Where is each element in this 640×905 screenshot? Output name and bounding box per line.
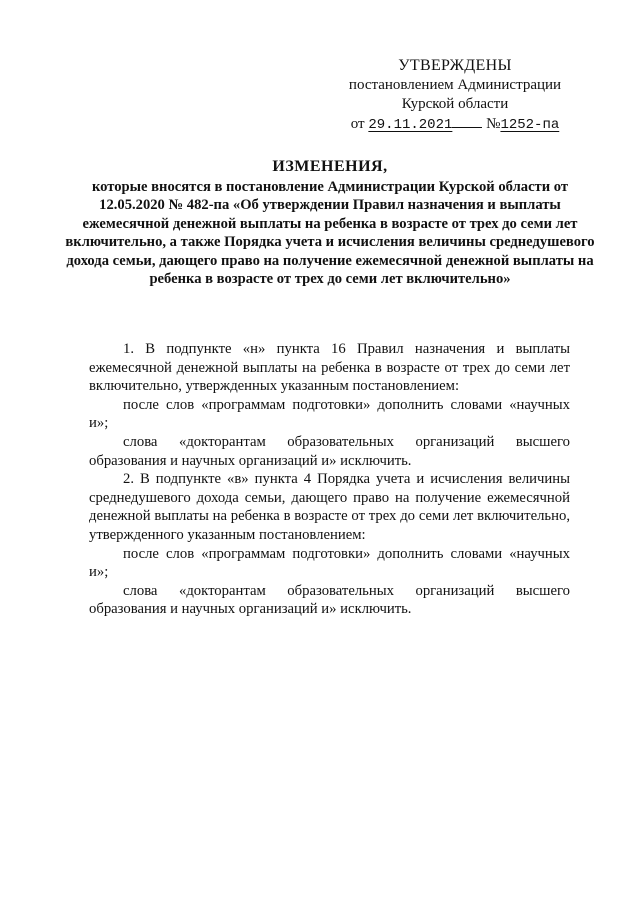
paragraph: слова «докторантам образовательных организаций высшего образования и научных организаций и» исключить. — [89, 582, 570, 618]
number-prefix: № — [486, 115, 501, 132]
paragraph: слова «докторантам образовательных организаций высшего образования и научных организаций и» исключить. — [89, 433, 570, 469]
approval-date: 29.11.2021 — [368, 116, 453, 133]
paragraph: 2. В подпункте «в» пункта 4 Порядка учета и исчисления величины среднедушевого дохода семьи, дающего право на получение ежемесячной денежной выплаты на ребенка в возрасте от трех до семи лет включительно, утвержденного указанным постановлением: — [89, 471, 570, 543]
document-heading — [60, 158, 600, 288]
paragraph: после слов «программам подготовки» дополнить словами «научных и»; — [89, 545, 570, 581]
paragraph: после слов «программам подготовки» дополнить словами «научных и»; — [89, 396, 570, 432]
document-title: ИЗМЕНЕНИЯ, — [272, 158, 388, 175]
approval-line-2: Курской области — [401, 96, 509, 112]
document-body — [89, 340, 570, 619]
approval-stamp — [330, 56, 580, 135]
approval-date-number — [330, 115, 580, 136]
date-underline — [452, 115, 482, 128]
approval-line-1: постановлением Администрации — [348, 76, 562, 93]
date-prefix: от — [350, 115, 365, 132]
paragraph: 1. В подпункте «н» пункта 16 Правил назначения и выплаты ежемесячной денежной выплаты на ребенка в возрасте от трех до семи лет включительно, утвержденных указанным постановлением: — [89, 341, 570, 395]
approval-heading: УТВЕРЖДЕНЫ — [398, 57, 512, 74]
document-subtitle: которые вносятся в постановление Администрации Курской области от 12.05.2020 № 482-па «Об утверждении Правил назначения и выплаты ежемесячной денежной выплаты на ребенка в возрасте от трех до семи лет включительно, а также Порядка учета и исчисления величины среднедушевого дохода семьи, дающего право на получение ежемесячной денежной выплаты на ребенка в возрасте от трех до семи лет включительно» — [65, 179, 595, 288]
approval-number: 1252-па — [500, 116, 560, 133]
